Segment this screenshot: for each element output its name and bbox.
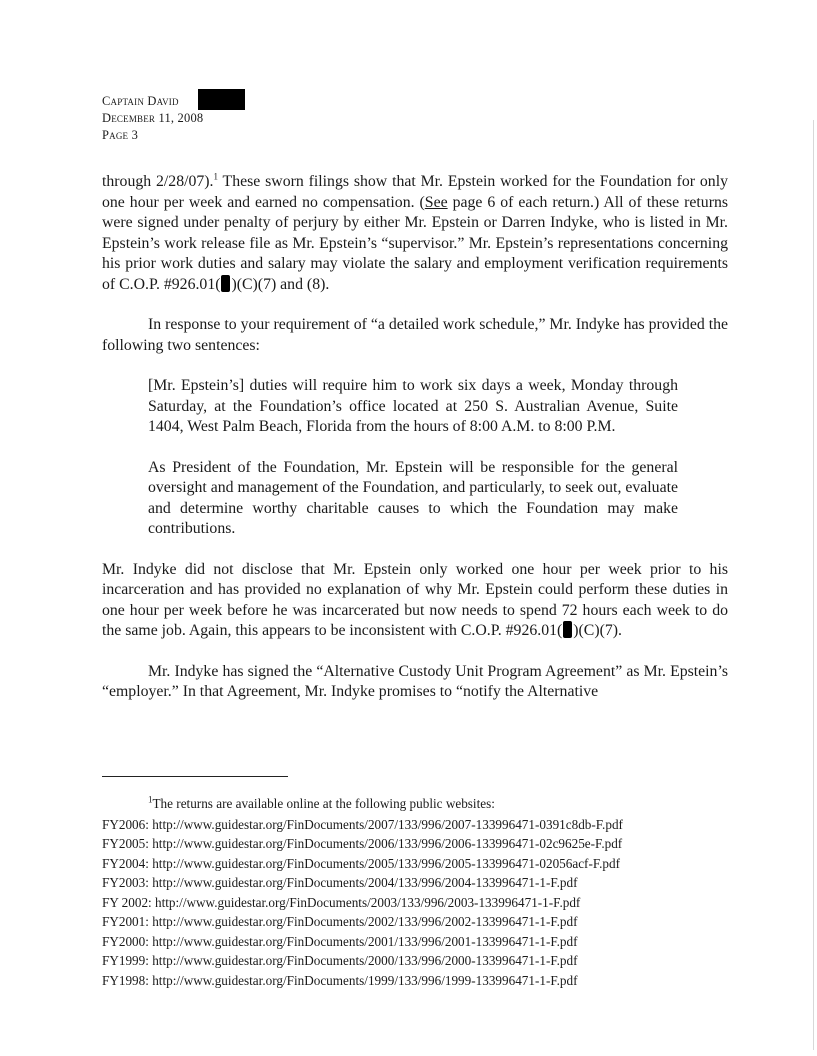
footnote-intro-text: The returns are available online at the following public websites: — [152, 796, 495, 811]
paragraph-text: through 2/28/07). — [102, 173, 214, 190]
paragraph-text: page 6 of each return.) All of these returns were signed under penalty of perjury by either Mr. Epstein or Darren Indyke, who is listed in Mr. Epstein’s work release file as Mr. Epstein’s “supervisor.” Mr. Epstein’s representations concerning his prior work duties and salary may violate the salary and employment verification requirements of C.O.P. #926.01( — [102, 193, 729, 293]
footnote-url-line: FY2000: http://www.guidestar.org/FinDocuments/2001/133/996/2001-133996471-1-F.pdf — [102, 933, 578, 949]
paragraph-2: In response to your requirement of “a detailed work schedule,” Mr. Indyke has provided the following two sentences: — [102, 316, 728, 354]
redaction-mark — [221, 275, 230, 292]
footnote-url-line: FY2003: http://www.guidestar.org/FinDocuments/2004/133/996/2004-133996471-1-F.pdf — [102, 875, 578, 890]
footnote-url-line: FY2004: http://www.guidestar.org/FinDocuments/2005/133/996/2005-133996471-02056acf-F.pdf — [102, 855, 620, 871]
header-page-number: Page 3 — [102, 128, 139, 142]
block-quote-2: As President of the Foundation, Mr. Epstein will be responsible for the general oversight and management of the Foundation, and particularly, to seek out, evaluate and determine worthy charitable causes to which the Foundation may make contributions. — [148, 458, 678, 537]
footnote — [102, 794, 742, 990]
paragraph-3 — [102, 560, 728, 642]
footnote-url-line: FY1999: http://www.guidestar.org/FinDocuments/2000/133/996/2000-133996471-1-F.pdf — [102, 953, 578, 968]
footnote-url-line: FY 2002: http://www.guidestar.org/FinDocuments/2003/133/996/2003-133996471-1-F.pdf — [102, 894, 581, 910]
footnote-reference: 1 — [213, 171, 218, 182]
footnote-url-line: FY2006: http://www.guidestar.org/FinDocuments/2007/133/996/2007-133996471-0391c8db-F.pdf — [102, 816, 623, 832]
paragraph-4: Mr. Indyke has signed the “Alternative Custody Unit Program Agreement” as Mr. Epstein’s “employer.” In that Agreement, Mr. Indyke promises to “notify the Alternative — [102, 662, 728, 700]
paragraph-1 — [102, 172, 728, 295]
see-citation: See — [424, 193, 448, 211]
footnote-url-line: FY2005: http://www.guidestar.org/FinDocuments/2006/133/996/2006-133996471-02c9625e-F.pdf — [102, 836, 623, 851]
paragraph-text: Mr. Indyke did not disclose that Mr. Epstein only worked one hour per week prior to his incarceration and has provided no explanation of why Mr. Epstein could perform these duties in one hour per week before he was incarcerated but now needs to spend 72 hours each week to do the same job. Again, this appears to be inconsistent with C.O.P. #926.01( — [102, 560, 728, 639]
footnote-url-line: FY2001: http://www.guidestar.org/FinDocuments/2002/133/996/2002-133996471-1-F.pdf — [102, 914, 578, 929]
letter-body — [102, 172, 728, 703]
letter-header — [102, 93, 203, 144]
footnote-url-line: FY1998: http://www.guidestar.org/FinDocuments/1999/133/996/1999-133996471-1-F.pdf — [102, 972, 578, 988]
paragraph-text: )(C)(7). — [573, 622, 622, 639]
paragraph-text: )(C)(7) and (8). — [231, 275, 330, 293]
redaction-box — [198, 89, 245, 110]
footnote-marker: 1 — [148, 794, 153, 805]
redaction-mark — [563, 621, 572, 638]
footnote-divider — [102, 776, 288, 777]
header-recipient: Captain David — [102, 94, 179, 108]
header-date: December 11, 2008 — [102, 111, 204, 125]
paragraph-text: These sworn filings show that Mr. Epstein worked for the Foundation for only one hour per week and earned no compensation. ( — [102, 173, 728, 211]
block-quote-1: [Mr. Epstein’s] duties will require him to work six days a week, Monday through Saturday, at the Foundation’s office located at 250 S. Australian Avenue, Suite 1404, West Palm Beach, Florida from the hours of 8:00 A.M. to 8:00 P.M. — [148, 377, 678, 435]
scan-edge-line — [813, 120, 814, 1050]
footnote-intro — [102, 794, 742, 814]
